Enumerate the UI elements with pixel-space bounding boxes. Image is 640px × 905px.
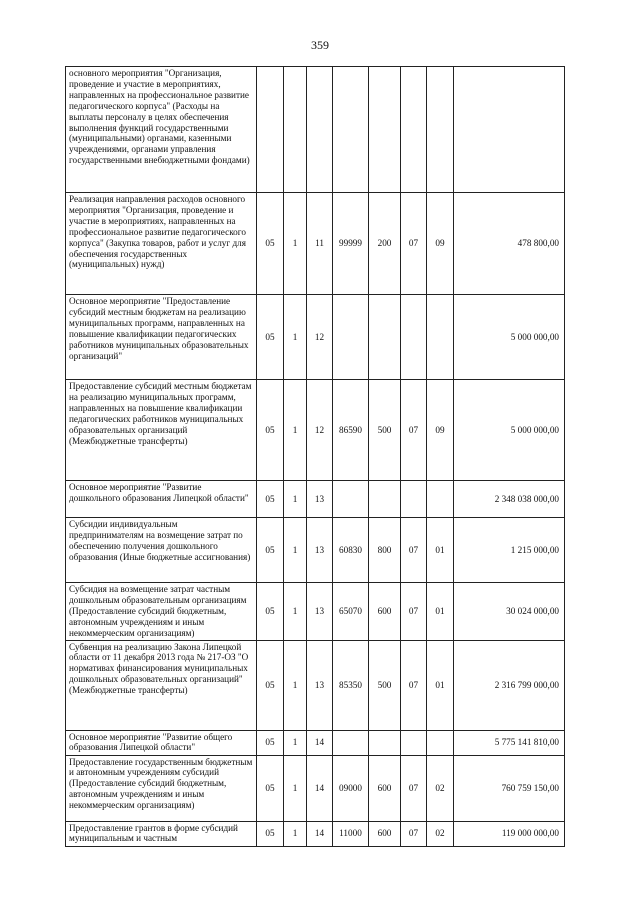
cell-subsection <box>427 67 454 193</box>
cell-section: 07 <box>401 518 427 583</box>
row-description: Основное мероприятие "Развитие общего образования Липецкой области" <box>66 730 257 755</box>
cell-expense-type <box>369 67 401 193</box>
cell-section <box>401 481 427 518</box>
cell-event <box>307 67 333 193</box>
cell-direction: 11000 <box>333 821 369 846</box>
cell-amount: 2 316 799 000,00 <box>454 640 565 730</box>
cell-subsection: 02 <box>427 821 454 846</box>
cell-section: 07 <box>401 583 427 641</box>
cell-amount: 119 000 000,00 <box>454 821 565 846</box>
table-row <box>66 821 565 846</box>
cell-section: 07 <box>401 193 427 295</box>
cell-subprogram: 1 <box>284 481 307 518</box>
table-row <box>66 640 565 730</box>
cell-section: 07 <box>401 755 427 821</box>
cell-subprogram: 1 <box>284 295 307 380</box>
cell-event: 13 <box>307 481 333 518</box>
cell-program: 05 <box>257 583 284 641</box>
cell-subprogram: 1 <box>284 755 307 821</box>
cell-expense-type: 200 <box>369 193 401 295</box>
cell-expense-type: 800 <box>369 518 401 583</box>
cell-subsection: 01 <box>427 640 454 730</box>
cell-direction <box>333 295 369 380</box>
cell-amount: 478 800,00 <box>454 193 565 295</box>
cell-program: 05 <box>257 755 284 821</box>
table-row <box>66 583 565 641</box>
cell-expense-type <box>369 730 401 755</box>
row-description: Субвенция на реализацию Закона Липецкой области от 11 декабря 2013 года № 217-ОЗ "О нормативах финансирования муниципальных дошкольных образовательных организаций" (Межбюджетные трансферты) <box>66 640 257 730</box>
cell-subprogram: 1 <box>284 518 307 583</box>
cell-section <box>401 295 427 380</box>
budget-table <box>65 66 565 847</box>
page-number: 359 <box>311 38 329 52</box>
cell-program: 05 <box>257 481 284 518</box>
cell-subprogram <box>284 67 307 193</box>
cell-subsection <box>427 481 454 518</box>
cell-direction: 09000 <box>333 755 369 821</box>
cell-event: 14 <box>307 821 333 846</box>
cell-subprogram: 1 <box>284 730 307 755</box>
cell-section: 07 <box>401 380 427 481</box>
cell-program: 05 <box>257 380 284 481</box>
table-row <box>66 67 565 193</box>
row-description: Предоставление государственным бюджетным и автономным учреждениям субсидий (Предоставление субсидий бюджетным, автономным учреждениям и иным некоммерческим организациям) <box>66 755 257 821</box>
cell-subprogram: 1 <box>284 821 307 846</box>
cell-event: 12 <box>307 380 333 481</box>
cell-subprogram: 1 <box>284 380 307 481</box>
cell-subprogram: 1 <box>284 640 307 730</box>
row-description: Предоставление субсидий местным бюджетам на реализацию муниципальных программ, направленных на повышение квалификации педагогических работников муниципальных образовательных организаций (Межбюджетные трансферты) <box>66 380 257 481</box>
cell-direction: 85350 <box>333 640 369 730</box>
table-row <box>66 193 565 295</box>
cell-amount: 1 215 000,00 <box>454 518 565 583</box>
cell-expense-type: 600 <box>369 821 401 846</box>
cell-event: 13 <box>307 583 333 641</box>
cell-section: 07 <box>401 821 427 846</box>
table-row <box>66 481 565 518</box>
row-description: основного мероприятия "Организация, проведение и участие в мероприятиях, направленных на профессиональное развитие педагогического корпуса" (Расходы на выплаты персоналу в целях обеспечения выполнения функций государственными (муниципальными) органами, казенными учреждениями, органами управления государственными внебюджетными фондами) <box>66 67 257 193</box>
cell-subsection <box>427 295 454 380</box>
cell-direction: 60830 <box>333 518 369 583</box>
table-row <box>66 380 565 481</box>
cell-subsection <box>427 730 454 755</box>
cell-subsection: 02 <box>427 755 454 821</box>
cell-event: 13 <box>307 518 333 583</box>
cell-direction <box>333 730 369 755</box>
cell-amount <box>454 67 565 193</box>
cell-program: 05 <box>257 640 284 730</box>
cell-subsection: 09 <box>427 193 454 295</box>
cell-program <box>257 67 284 193</box>
cell-program: 05 <box>257 193 284 295</box>
cell-amount: 5 000 000,00 <box>454 295 565 380</box>
cell-event: 14 <box>307 755 333 821</box>
cell-expense-type <box>369 295 401 380</box>
cell-expense-type: 600 <box>369 583 401 641</box>
cell-event: 11 <box>307 193 333 295</box>
cell-section <box>401 730 427 755</box>
row-description: Реализация направления расходов основного мероприятия "Организация, проведение и участие в мероприятиях, направленных на профессиональное развитие педагогического корпуса" (Закупка товаров, работ и услуг для обеспечения государственных (муниципальных) нужд) <box>66 193 257 295</box>
row-description: Субсидия на возмещение затрат частным дошкольным образовательным организациям (Предоставление субсидий бюджетным, автономным учреждениям и иным некоммерческим организациям) <box>66 583 257 641</box>
row-description: Основное мероприятие "Предоставление субсидий местным бюджетам на реализацию муниципальных программ, направленных на повышение квалификации педагогических работников муниципальных образовательных организаций" <box>66 295 257 380</box>
cell-expense-type <box>369 481 401 518</box>
table-row <box>66 518 565 583</box>
cell-program: 05 <box>257 518 284 583</box>
row-description: Основное мероприятие "Развитие дошкольного образования Липецкой области" <box>66 481 257 518</box>
cell-subsection: 01 <box>427 518 454 583</box>
cell-direction: 65070 <box>333 583 369 641</box>
cell-expense-type: 500 <box>369 640 401 730</box>
cell-subprogram: 1 <box>284 583 307 641</box>
cell-expense-type: 600 <box>369 755 401 821</box>
cell-subsection: 01 <box>427 583 454 641</box>
cell-amount: 5 775 141 810,00 <box>454 730 565 755</box>
table-row <box>66 730 565 755</box>
cell-amount: 2 348 038 000,00 <box>454 481 565 518</box>
cell-amount: 760 759 150,00 <box>454 755 565 821</box>
cell-amount: 30 024 000,00 <box>454 583 565 641</box>
table-row <box>66 295 565 380</box>
table-row <box>66 755 565 821</box>
cell-direction <box>333 481 369 518</box>
cell-subsection: 09 <box>427 380 454 481</box>
cell-event: 13 <box>307 640 333 730</box>
cell-subprogram: 1 <box>284 193 307 295</box>
cell-section <box>401 67 427 193</box>
cell-direction <box>333 67 369 193</box>
cell-program: 05 <box>257 821 284 846</box>
cell-event: 14 <box>307 730 333 755</box>
cell-section: 07 <box>401 640 427 730</box>
cell-expense-type: 500 <box>369 380 401 481</box>
cell-direction: 86590 <box>333 380 369 481</box>
row-description: Предоставление грантов в форме субсидий муниципальным и частным <box>66 821 257 846</box>
cell-event: 12 <box>307 295 333 380</box>
cell-amount: 5 000 000,00 <box>454 380 565 481</box>
cell-program: 05 <box>257 730 284 755</box>
cell-program: 05 <box>257 295 284 380</box>
cell-direction: 99999 <box>333 193 369 295</box>
row-description: Субсидии индивидуальным предпринимателям на возмещение затрат по обеспечению получения дошкольного образования (Иные бюджетные ассигнования) <box>66 518 257 583</box>
